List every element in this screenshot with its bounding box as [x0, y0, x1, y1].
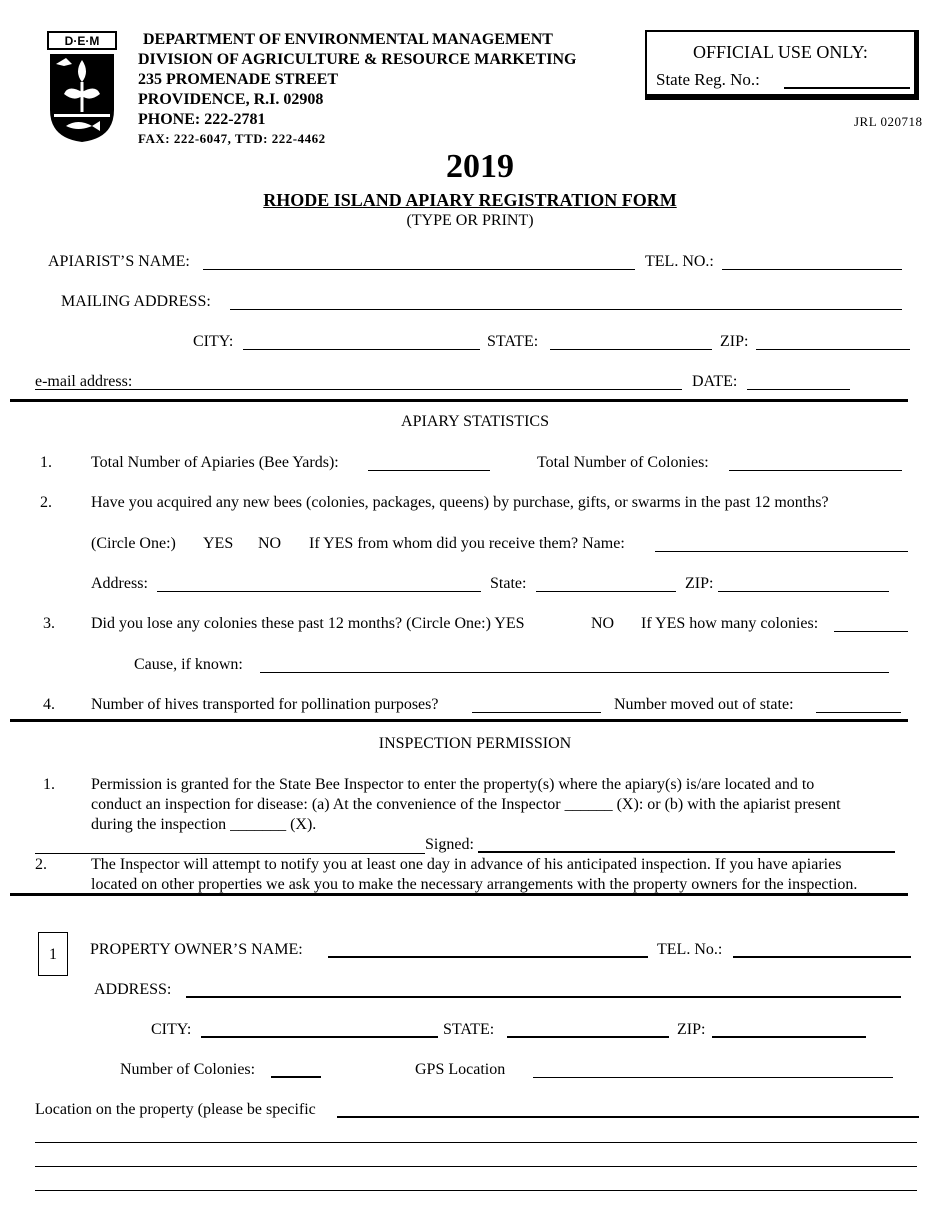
source-state-label: State:: [490, 575, 527, 592]
city-address: PROVIDENCE, R.I. 02908: [138, 91, 324, 108]
apiaries-count-field[interactable]: [368, 470, 490, 471]
p2-line1: The Inspector will attempt to notify you at least one day in advance of his anticipated inspection. If you have apiaries: [91, 856, 842, 873]
form-year: 2019: [446, 148, 514, 185]
p1-line3: during the inspection _______ (X).: [91, 816, 317, 833]
moved-out-field[interactable]: [816, 712, 901, 713]
owner-city-field[interactable]: [201, 1036, 438, 1038]
source-name-field[interactable]: [655, 551, 908, 552]
location-line-2[interactable]: [35, 1142, 917, 1143]
colonies-label: Total Number of Colonies:: [537, 454, 709, 471]
p2-number: 2.: [35, 856, 47, 873]
form-subtitle: (TYPE OR PRINT): [406, 212, 534, 229]
gps-field[interactable]: [533, 1077, 893, 1078]
division-name: DIVISION OF AGRICULTURE & RESOURCE MARKETING: [138, 51, 577, 68]
location-line-3[interactable]: [35, 1166, 917, 1167]
q4-moved-label: Number moved out of state:: [614, 696, 794, 713]
email-field[interactable]: [35, 389, 682, 390]
p2-line2: located on other properties we ask you to make the necessary arrangements with the property owners for the inspection.: [91, 876, 858, 893]
owner-address-label: ADDRESS:: [94, 981, 172, 998]
q3-no-option[interactable]: NO: [591, 615, 615, 632]
owner-colonies-label: Number of Colonies:: [120, 1061, 256, 1078]
city-field[interactable]: [243, 349, 480, 350]
owner-city-label: CITY:: [151, 1021, 192, 1038]
owner-name-field[interactable]: [328, 956, 648, 958]
tel-label: TEL. NO.:: [645, 253, 714, 270]
apiarist-name-label: APIARIST’S NAME:: [48, 253, 190, 270]
divider: [10, 719, 908, 722]
inspection-heading: INSPECTION PERMISSION: [378, 735, 572, 752]
apiarist-name-field[interactable]: [203, 269, 635, 270]
gps-label: GPS Location: [415, 1061, 506, 1078]
zip-label: ZIP:: [720, 333, 749, 350]
apiary-statistics-heading: APIARY STATISTICS: [401, 413, 549, 430]
form-code: JRL 020718: [854, 114, 923, 129]
location-line-4[interactable]: [35, 1190, 917, 1191]
divider: [35, 853, 425, 854]
state-reg-label: State Reg. No.:: [656, 70, 760, 89]
pollination-hives-field[interactable]: [472, 712, 601, 713]
divider: [10, 399, 908, 402]
cause-label: Cause, if known:: [134, 656, 243, 673]
q2-text: Have you acquired any new bees (colonies, packages, queens) by purchase, gifts, or swarms in the past 12 months?: [91, 494, 829, 511]
q3-text: Did you lose any colonies these past 12 months? (Circle One:) YES: [91, 615, 525, 632]
cause-field[interactable]: [260, 672, 889, 673]
q2-circle-label: (Circle One:): [91, 535, 176, 552]
dept-name: DEPARTMENT OF ENVIRONMENTAL MANAGEMENT: [143, 31, 553, 48]
fax: FAX: 222-6047, TTD: 222-4462: [138, 131, 326, 146]
state-field[interactable]: [550, 349, 712, 350]
owner-tel-label: TEL. No.:: [657, 941, 723, 958]
official-use-title: OFFICIAL USE ONLY:: [693, 42, 868, 62]
source-state-field[interactable]: [536, 591, 676, 592]
owner-zip-field[interactable]: [712, 1036, 866, 1038]
street-address: 235 PROMENADE STREET: [138, 71, 339, 88]
state-reg-field[interactable]: [784, 87, 910, 89]
date-label: DATE:: [692, 373, 738, 390]
property-number-box: 1: [38, 932, 68, 976]
p1-number: 1.: [43, 776, 55, 793]
signature-field[interactable]: [478, 851, 895, 853]
q2-from-label: If YES from whom did you receive them? Name:: [309, 535, 625, 552]
official-use-box: [645, 30, 919, 100]
divider: [10, 893, 908, 896]
tel-field[interactable]: [722, 269, 902, 270]
source-address-field[interactable]: [157, 591, 481, 592]
source-address-label: Address:: [91, 575, 148, 592]
date-field[interactable]: [747, 389, 850, 390]
state-label: STATE:: [487, 333, 539, 350]
q2-no-option[interactable]: NO: [258, 535, 282, 552]
email-label: e-mail address:: [35, 373, 133, 390]
source-zip-field[interactable]: [718, 591, 889, 592]
q2-number: 2.: [40, 494, 52, 511]
q2-yes-option[interactable]: YES: [203, 535, 234, 552]
q1-number: 1.: [40, 454, 52, 471]
q3-how-many-label: If YES how many colonies:: [641, 615, 819, 632]
phone: PHONE: 222-2781: [138, 111, 266, 128]
source-zip-label: ZIP:: [685, 575, 714, 592]
owner-address-field[interactable]: [186, 996, 901, 998]
colonies-count-field[interactable]: [729, 470, 902, 471]
zip-field[interactable]: [756, 349, 910, 350]
q1-label: Total Number of Apiaries (Bee Yards):: [91, 454, 339, 471]
lost-colonies-field[interactable]: [834, 631, 908, 632]
form-title: RHODE ISLAND APIARY REGISTRATION FORM: [263, 190, 677, 210]
owner-zip-label: ZIP:: [677, 1021, 706, 1038]
owner-name-label: PROPERTY OWNER’S NAME:: [90, 941, 303, 958]
svg-text:D·E·M: D·E·M: [64, 34, 100, 48]
signed-label: Signed:: [425, 836, 474, 853]
dem-logo: [46, 30, 118, 145]
location-label: Location on the property (please be specific: [35, 1101, 316, 1118]
owner-state-label: STATE:: [443, 1021, 495, 1038]
q4-text: Number of hives transported for pollination purposes?: [91, 696, 439, 713]
p1-line1: Permission is granted for the State Bee Inspector to enter the property(s) where the apiary(s) is/are located and to: [91, 776, 815, 793]
city-label: CITY:: [193, 333, 234, 350]
owner-state-field[interactable]: [507, 1036, 669, 1038]
p1-line2: conduct an inspection for disease: (a) At the convenience of the Inspector ______ (X): or (b) with the apiarist present: [91, 796, 841, 813]
mailing-address-label: MAILING ADDRESS:: [61, 293, 211, 310]
q4-number: 4.: [43, 696, 55, 713]
mailing-address-field[interactable]: [230, 309, 902, 310]
owner-colonies-field[interactable]: [271, 1076, 321, 1078]
location-field[interactable]: [337, 1116, 919, 1118]
q3-number: 3.: [43, 615, 55, 632]
owner-tel-field[interactable]: [733, 956, 911, 958]
